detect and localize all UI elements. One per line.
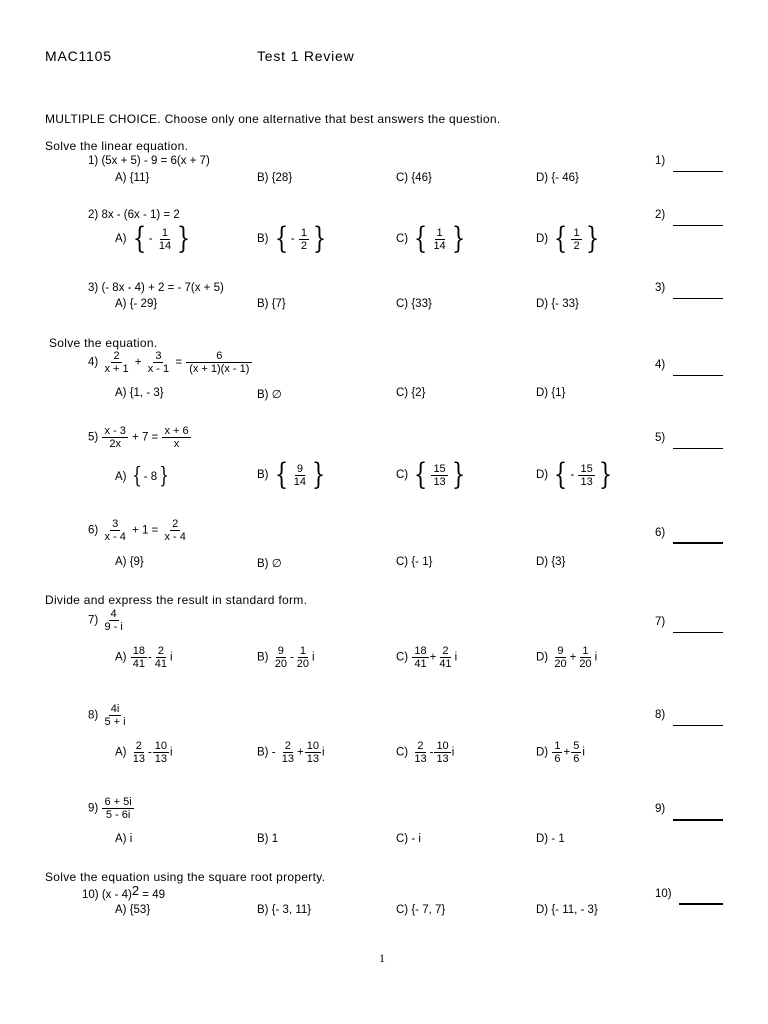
choice-a: A) {11} [115,172,150,184]
answer-blank-4[interactable] [673,375,723,376]
answer-blank-8[interactable] [673,725,723,726]
answer-blank-9[interactable] [673,819,723,821]
answer-label-10: 10) [655,888,672,900]
choice-b: B) {28} [257,172,293,184]
choice-a: A) i [115,833,133,845]
choice-b: B) {7} [257,298,286,310]
choice-c: C) { $\frac{15}{13}$ } [396,457,465,492]
question-text: (5x + 5) - 9 = 6(x + 7) [101,155,210,167]
choice-d: D) { - $\frac{15}{13}$ } [536,457,612,492]
question-number: 4) [88,356,99,369]
choice-c: C) {2} [396,387,426,399]
section-heading: Solve the equation. [49,336,158,350]
answer-blank-2[interactable] [673,225,723,226]
answer-blank-5[interactable] [673,448,723,449]
choice-a: A) {- 29} [115,298,158,310]
answer-blank-1[interactable] [673,171,723,172]
choice-d: D) {1} [536,387,566,399]
choice-b: B) ∅ [257,558,282,570]
choice-a: A) $\frac{2}{13}$ - $\frac{10}{13}$ i [115,740,173,765]
question-9: 9) $\frac{6 + 5i}{5 - 6i}$ [88,796,132,821]
question-number: 9) [88,802,99,815]
choice-a: A) { - $\frac{1}{14}$ } [115,221,191,256]
choice-c: C) { $\frac{1}{14}$ } [396,221,465,256]
choice-c: C) $\frac{2}{13}$ - $\frac{10}{13}$ i [396,740,455,765]
choice-b: B) { $\frac{9}{14}$ } [257,457,326,492]
question-number: 8) [88,709,99,722]
section-heading: Solve the linear equation. [45,139,189,153]
choice-d: D) {- 46} [536,172,579,184]
choice-d: D) {- 11, - 3} [536,904,598,916]
answer-blank-7[interactable] [673,632,723,633]
choice-d: D) $\frac{1}{6}$ + $\frac{5}{6}$ i [536,740,585,765]
choice-a: A) {1, - 3} [115,387,164,399]
choice-d: D) {3} [536,556,566,568]
question-3 [88,282,224,294]
question-number: 10) [82,889,99,901]
answer-label-2: 2) [655,209,666,221]
question-text: (- 8x - 4) + 2 = - 7(x + 5) [101,282,224,294]
question-8: 8) $\frac{4i}{5 + i}$ [88,703,126,728]
answer-label-8: 8) [655,709,666,721]
choice-c: C) {- 1} [396,556,433,568]
choice-c: C) {46} [396,172,432,184]
choice-a: A) $\frac{18}{41}$ - $\frac{2}{41}$ i [115,645,173,670]
question-4: 4) $\frac{2}{x + 1}$ + $\frac{3}{x - 1}$ = $\frac{6}{(x + 1)(x - 1)}$ [88,350,253,375]
course-code: MAC1105 [45,48,112,64]
choice-b: B) $\frac{9}{20}$ - $\frac{1}{20}$ i [257,645,315,670]
answer-label-9: 9) [655,803,666,815]
choice-d: D) - 1 [536,833,565,845]
instructions: MULTIPLE CHOICE. Choose only one alternative that best answers the question. [45,112,501,126]
answer-blank-6[interactable] [673,542,723,544]
page-number: 1 [379,951,385,965]
choice-b: B) {- 3, 11} [257,904,312,916]
answer-label-7: 7) [655,616,666,628]
question-number: 1) [88,155,99,167]
choice-d: D) $\frac{9}{20}$ + $\frac{1}{20}$ i [536,645,598,670]
answer-label-4: 4) [655,359,666,371]
answer-label-5: 5) [655,432,666,444]
choice-c: C) $\frac{18}{41}$ + $\frac{2}{41}$ i [396,645,458,670]
choice-b: B) - $\frac{2}{13}$ + $\frac{10}{13}$ i [257,740,325,765]
section-heading: Solve the equation using the square root property. [45,870,326,884]
choice-c: C) {- 7, 7} [396,904,446,916]
choice-b: B) 1 [257,833,279,845]
question-5: 5) $\frac{x - 3}{2x}$ + 7 = $\frac{x + 6}{x}$ [88,425,189,450]
answer-blank-10[interactable] [679,903,723,905]
choice-c: C) - i [396,833,421,845]
question-number: 5) [88,431,99,444]
choice-d: D) {- 33} [536,298,579,310]
answer-label-6: 6) [655,527,666,539]
question-number: 2) [88,209,99,221]
answer-label-1: 1) [655,155,666,167]
choice-c: C) {33} [396,298,432,310]
answer-label-3: 3) [655,282,666,294]
choice-a: A) {53} [115,904,151,916]
question-number: 6) [88,524,99,537]
question-10: 10) (x - 4)2 = 49 [82,883,165,901]
question-number: 7) [88,614,99,627]
choice-a: A) {9} [115,556,144,568]
section-heading: Divide and express the result in standard form. [45,593,308,607]
choice-b: B) { - $\frac{1}{2}$ } [257,221,327,256]
choice-a: A) { - 8 } [115,464,170,489]
question-7: 7) $\frac{4}{9 - i}$ [88,608,123,633]
question-1 [88,155,210,167]
choice-d: D) { $\frac{1}{2}$ } [536,221,599,256]
question-number: 3) [88,282,99,294]
answer-blank-3[interactable] [673,298,723,299]
document-title: Test 1 Review [257,48,355,64]
question-6: 6) $\frac{3}{x - 4}$ + 1 = $\frac{2}{x - 4}$ [88,518,186,543]
choice-b: B) ∅ [257,389,282,401]
question-2 [88,209,180,221]
question-text: 8x - (6x - 1) = 2 [101,209,180,221]
